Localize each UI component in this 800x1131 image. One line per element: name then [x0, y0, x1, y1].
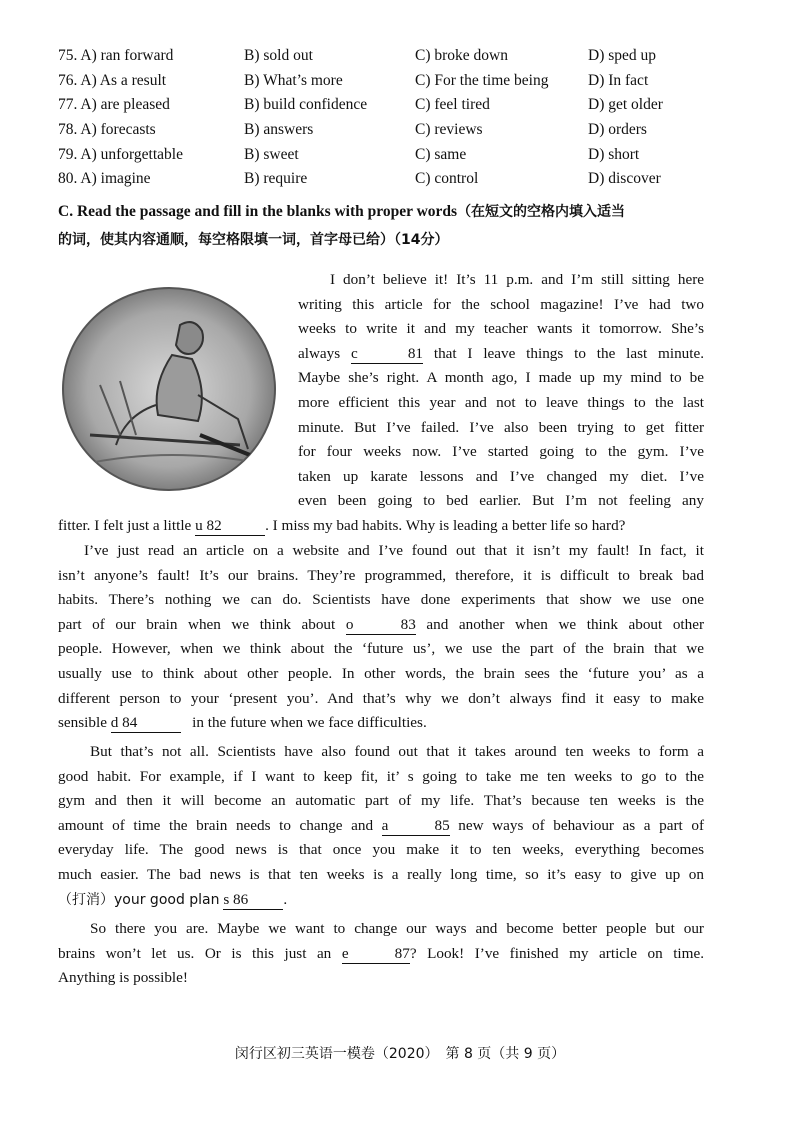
option-text: A) are pleased — [80, 96, 170, 114]
paragraph-1-bottom — [58, 514, 704, 539]
text-line: writing this article for the school magazine! I’ve had two — [298, 295, 704, 313]
option-row-80 — [58, 167, 758, 192]
text-segment: new ways of behaviour as a part of — [458, 816, 705, 834]
text-segment: always — [298, 344, 341, 362]
option-a — [58, 69, 166, 93]
text-line: Maybe she’s right. A month ago, I made up my mind to be — [298, 369, 704, 387]
question-number: 77. — [58, 96, 78, 114]
option-a — [58, 118, 156, 142]
text-segment: in the future when we face difficulties. — [192, 714, 427, 732]
text-segment: that I leave things to the last minute. — [433, 344, 705, 362]
option-d: D) orders — [588, 121, 647, 139]
text-line: for four weeks now. I’ve started going to the gym. I’ve — [298, 443, 704, 461]
text-line: I’ve just read an article on a website and I’ve found out that it isn’t my fault! In fact, it — [84, 542, 704, 559]
text-segment: ? Look! I’ve finished my article on time. — [409, 944, 705, 962]
text-line — [58, 942, 704, 967]
text-line: So there you are. Maybe we want to change our ways and become better people but our — [90, 920, 704, 937]
option-text: A) imagine — [80, 170, 151, 188]
option-row-76 — [58, 69, 758, 94]
text-line: Anything is possible! — [58, 969, 188, 987]
question-number: 80. — [58, 170, 78, 188]
option-d: D) get older — [588, 96, 663, 114]
option-c: C) control — [415, 170, 479, 188]
text-segment: part of our brain when we think about — [58, 615, 336, 633]
option-c: C) reviews — [415, 121, 483, 139]
blank-86[interactable]: s 86 — [223, 891, 283, 910]
blank-84[interactable]: d 84 — [111, 714, 181, 733]
option-d: D) discover — [588, 170, 661, 188]
text-line — [58, 613, 704, 638]
option-b: B) build confidence — [244, 96, 368, 114]
option-a — [58, 93, 170, 117]
text-line: more efficient this year and not to leave things to the last — [298, 393, 704, 411]
option-d: D) In fact — [588, 71, 649, 89]
text-segment: . I miss my bad habits. Why is leading a better life so hard? — [265, 517, 626, 534]
section-title-cn-1: （在短文的空格内填入适当 — [457, 204, 626, 220]
round-photo-person-icon — [60, 285, 278, 493]
text-line: gym and then it will become an automatic part of my life. That’s because ten weeks is the — [58, 792, 704, 810]
text-line: much easier. The bad news is that ten weeks is a really long time, so it’s easy to give up on — [58, 865, 704, 883]
section-c-instructions — [58, 198, 748, 254]
text-line: isn’t anyone’s fault! It’s our brains. They’re programmed, therefore, it is difficult to break bad — [58, 566, 704, 584]
text-line — [58, 814, 704, 839]
question-number: 78. — [58, 121, 78, 139]
text-line: everyday life. The good news is that once you make it to ten weeks, everything becomes — [58, 841, 704, 859]
question-number: 79. — [58, 145, 78, 163]
option-text: A) forecasts — [80, 121, 156, 139]
question-number: 75. — [58, 47, 78, 64]
page-footer: 闵行区初三英语一模卷（2020） 第 8 页（共 9 页） — [234, 1046, 566, 1062]
text-line: people. However, when we think about the ‘future us’, we use the part of the brain that we — [58, 640, 704, 658]
text-line — [58, 888, 704, 913]
option-b: B) sold out — [244, 47, 313, 64]
paragraph-2 — [58, 539, 704, 736]
option-b: B) require — [244, 170, 308, 188]
section-title-en: C. Read the passage and fill in the blanks with proper words — [58, 203, 458, 220]
text-line — [58, 514, 704, 539]
option-a — [58, 44, 173, 68]
text-segment: amount of time the brain needs to change and — [58, 816, 374, 834]
option-text: A) ran forward — [80, 47, 174, 64]
option-row-75 — [58, 44, 758, 69]
option-text: A) As a result — [80, 71, 167, 89]
paragraph-3 — [58, 740, 704, 912]
text-segment: （打消）your good plan — [58, 891, 220, 908]
text-line: But that’s not all. Scientists have also found out that it takes around ten weeks to form a — [90, 743, 704, 760]
option-b: B) answers — [244, 121, 314, 139]
option-a — [58, 167, 151, 191]
question-number: 76. — [58, 71, 78, 89]
option-b: B) What’s more — [244, 71, 343, 89]
text-segment: brains won’t let us. Or is this just an — [58, 944, 332, 962]
blank-83[interactable]: o 83 — [345, 615, 416, 633]
blank-87[interactable]: e 87 — [341, 944, 410, 962]
text-line: minute. But I’ve failed. I’ve also been trying to get fitter — [298, 418, 704, 436]
text-line — [298, 342, 704, 367]
section-title-cn-2: 的词，使其内容通顺，每空格限填一词，首字母已给）（14分） — [58, 232, 449, 248]
option-text: A) unforgettable — [80, 145, 183, 163]
text-line: even been going to bed earlier. But I’m not feeling any — [298, 492, 704, 510]
option-row-77 — [58, 93, 758, 118]
text-line: good habit. For example, if I want to keep fit, it’ s going to take me ten weeks to go to the — [58, 767, 704, 785]
text-segment: fitter. I felt just a little — [58, 517, 192, 534]
option-b: B) sweet — [244, 145, 299, 163]
option-c: C) feel tired — [415, 96, 490, 114]
text-line: usually use to think about other people. In other words, the brain sees the ‘future you’ as a — [58, 664, 704, 682]
text-segment: sensible — [58, 714, 107, 732]
option-a — [58, 143, 183, 167]
option-d: D) sped up — [588, 47, 657, 64]
text-line: different person to your ‘present you’. And that’s why we don’t always find it easy to make — [58, 689, 704, 707]
paragraph-1-top — [298, 268, 704, 514]
option-c: C) same — [415, 145, 467, 163]
text-line: I don’t believe it! It’s 11 p.m. and I’m still sitting here — [330, 271, 704, 288]
text-line: taken up karate lessons and I’ve changed my diet. I’ve — [298, 467, 704, 485]
option-row-78 — [58, 118, 758, 143]
text-line: weeks to write it and my teacher wants it tomorrow. She’s — [298, 320, 704, 338]
paragraph-4 — [58, 917, 704, 991]
options-block — [58, 44, 758, 192]
option-c: C) For the time being — [415, 71, 549, 89]
blank-85[interactable]: a 85 — [381, 816, 450, 834]
text-segment: and another when we think about other — [426, 615, 705, 633]
text-segment: . — [283, 890, 288, 908]
text-line: habits. There’s nothing we can do. Scientists have done experiments that show we use one — [58, 591, 704, 609]
blank-82[interactable]: u 82 — [195, 517, 265, 536]
option-c: C) broke down — [415, 47, 508, 64]
option-row-79 — [58, 143, 758, 168]
text-line — [58, 711, 704, 736]
blank-81[interactable]: c 81 — [351, 344, 424, 362]
option-d: D) short — [588, 145, 640, 163]
